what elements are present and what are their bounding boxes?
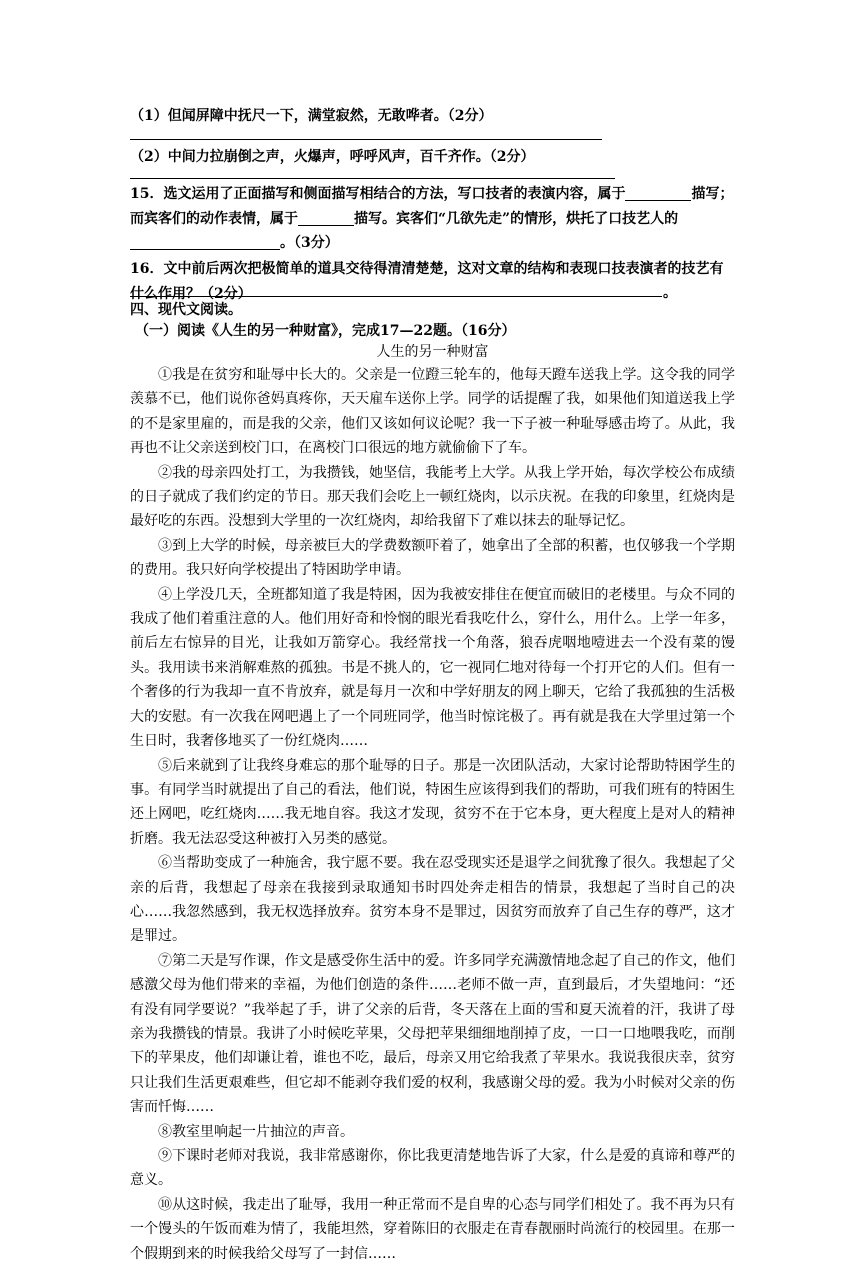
article-body <box>130 363 735 1266</box>
paragraph-9: ⑨下课时老师对我说，我非常感谢你，你比我更清楚地告诉了大家，什么是爱的真谛和尊严的意义。 <box>130 1148 735 1189</box>
paragraph-2: ②我的母亲四处打工，为我攒钱，她坚信，我能考上大学。从我上学开始，每次学校公布成绩的日子就成了我们约定的节日。那天我们会吃上一顿红烧肉，以示庆祝。在我的印象里，红烧肉是最好吃的东西。没想到大学里的一次红烧肉，却给我留下了难以抹去的耻辱记忆。 <box>130 464 735 530</box>
question-15 <box>130 182 735 256</box>
section-subheading: （一）阅读《人生的另一种财富》，完成17—22题。（16分） <box>135 323 516 339</box>
q14-item-2: （2）中间力拉崩倒之声，火爆声，呼呼风声，百千齐作。（2分） <box>130 149 535 165</box>
q15-text-4: 。（3分） <box>280 235 339 251</box>
q15-text-2: 描写；而宾客们的动作表情，属于 <box>130 186 734 227</box>
answer-line-1 <box>130 139 602 140</box>
q15-text-3: 描写。宾客们“几欲先走”的情形，烘托了口技艺人的 <box>354 210 679 227</box>
answer-line-2 <box>130 178 615 179</box>
paragraph-3: ③到上大学的时候，母亲被巨大的学费数额吓着了，她拿出了全部的积蓄，也仅够我一个学期的费用。我只好向学校提出了特困助学申请。 <box>130 537 735 579</box>
paragraph-6: ⑥当帮助变成了一种施舍，我宁愿不要。我在忍受现实还是退学之间犹豫了很久。我想起了父亲的后背，我想起了母亲在我接到录取通知书时四处奔走相告的情景，我想起了当时自己的决心……我忽然感到，我无权选择放弃。贫穷本身不是罪过，因贫穷而放弃了自己生存的尊严，这才是罪过。 <box>130 855 735 945</box>
paragraph-10: ⑩从这时候，我走出了耻辱，我用一种正常而不是自卑的心态与同学们相处了。我不再为只有一个馒头的午饭而难为情了，我能坦然，穿着陈旧的衣服走在青春靓丽时尚流行的校园里。在那一个假期到来的时候我给父母写了一封信…… <box>130 1196 735 1262</box>
article-title: 人生的另一种财富 <box>376 344 489 360</box>
q15-blank-1[interactable] <box>625 184 691 201</box>
question-16: 16．文中前后两次把极简单的道具交待得清清楚楚，这对文章的结构和表现口技表演者的技艺有什么作用？（2分） <box>130 261 724 302</box>
paragraph-8: ⑧教室里响起一片抽泣的声音。 <box>158 1123 354 1140</box>
q15-text-1: 15．选文运用了正面描写和侧面描写相结合的方法，写口技者的表演内容，属于 <box>130 186 626 202</box>
q15-blank-2[interactable] <box>298 209 354 226</box>
q16-end-mark: 。 <box>663 285 677 301</box>
paragraph-5: ⑤后来就到了让我终身难忘的那个耻辱的日子。那是一次团队活动，大家讨论帮助特困学生的事。有同学当时就提出了自己的看法，他们说，特困生应该得到我们的帮助，可我们班有的特困生还上网吧，吃红烧肉……我无地自容。我这才发现，贫穷不在于它本身，更大程度上是对人的精神折磨。我无法忍受这种被打入另类的感觉。 <box>130 757 735 847</box>
answer-line-3 <box>130 296 662 297</box>
paragraph-7: ⑦第二天是写作课，作文是感受你生活中的爱。许多同学充满激情地念起了自己的作文，他们感激父母为他们带来的幸福，为他们创造的条件……老师不做一声，直到最后，才失望地问：“还有没有同学要说？”我举起了手，讲了父亲的后背，冬天落在上面的雪和夏天流着的汗，我讲了母亲为我攒钱的情景。我讲了小时候吃苹果，父母把苹果细细地削掉了皮，一口一口地喂我吃，而削下的苹果皮，他们却谦让着，谁也不吃，最后，母亲又用它给我煮了苹果水。我说我很庆幸，贫穷只让我们生活更艰难些，但它却不能剥夺我们爱的权利，我感谢父母的爱。我为小时候对父亲的伤害而忏悔…… <box>130 952 735 1116</box>
paragraph-1: ①我是在贫穷和耻辱中长大的。父亲是一位蹬三轮车的，他每天蹬车送我上学。这令我的同学羡慕不已，他们说你爸妈真疼你，天天雇车送你上学。同学的话提醒了我，如果他们知道送我上学的不是家里雇的，而是我的父亲，他们又该如何议论呢？我一下子被一种耻辱感击垮了。从此，我再也不让父亲送到校门口，在离校门口很远的地方就偷偷下了车。 <box>130 367 735 457</box>
q14-item-1: （1）但闻屏障中抚尺一下，满堂寂然，无敢哗者。（2分） <box>130 108 493 124</box>
paragraph-4: ④上学没几天，全班都知道了我是特困，因为我被安排住在便宜而破旧的老楼里。与众不同的我成了他们着重注意的人。他们用好奇和怜悯的眼光看我吃什么，穿什么，用什么。上学一年多，前后左右惊异的目光，让我如万箭穿心。我经常找一个角落，狼吞虎咽地噎进去一个没有菜的馒头。我用读书来消解难熬的孤独。书是不挑人的，它一视同仁地对待每一个打开它的人们。但有一个奢侈的行为我却一直不肯放弃，就是每月一次和中学好朋友的网上聊天，它给了我孤独的生活极大的安慰。有一次我在网吧遇上了一个同班同学，他当时惊诧极了。再有就是我在大学里过第一个生日时，我奢侈地买了一份红烧肉…… <box>130 586 735 750</box>
section-heading: 四、现代文阅读。 <box>130 302 242 318</box>
q15-blank-3[interactable] <box>130 233 280 250</box>
